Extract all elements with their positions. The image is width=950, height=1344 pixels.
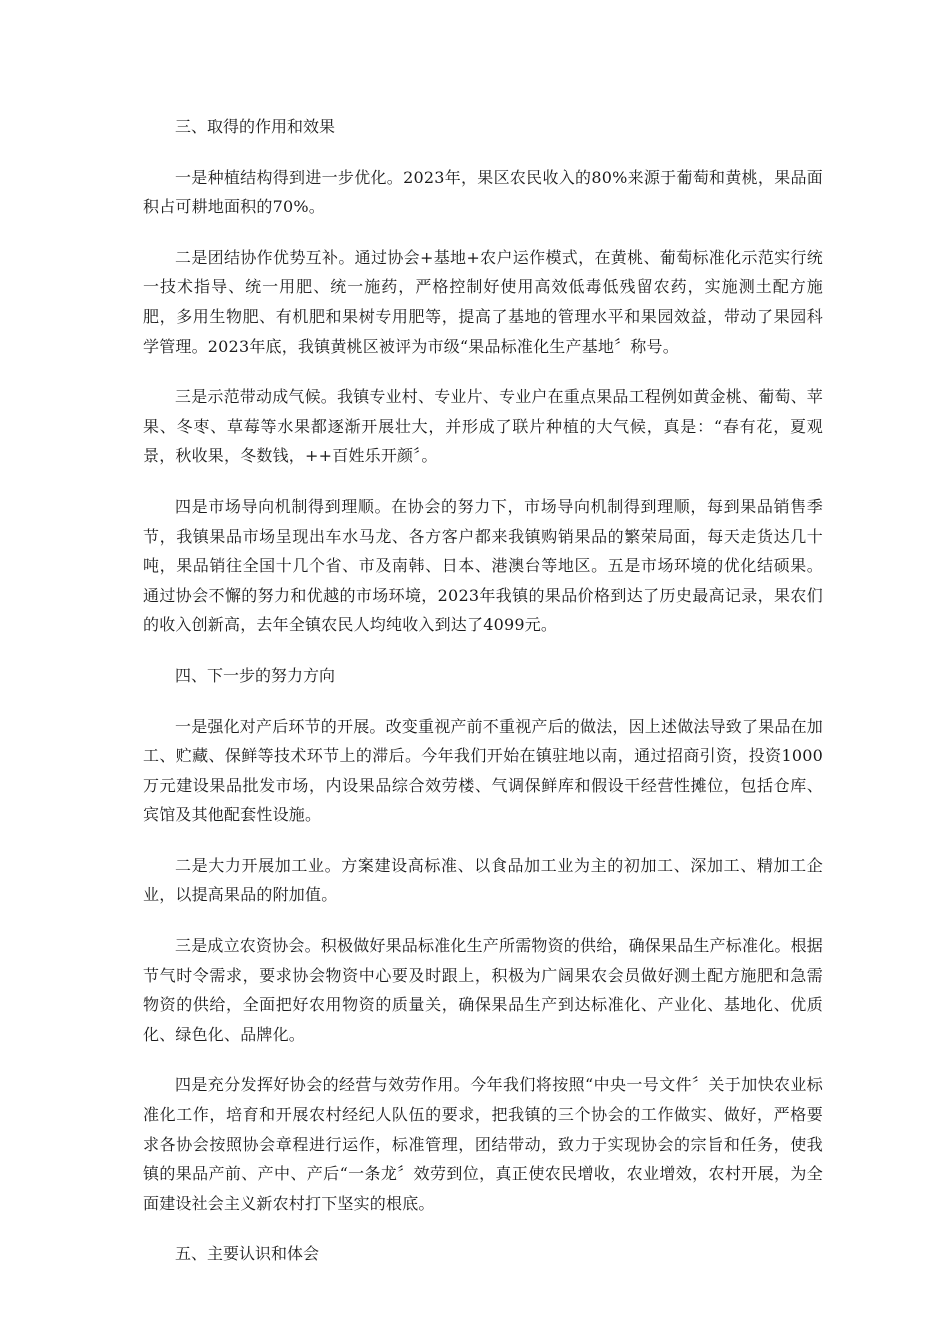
paragraph-demonstration: 三是示范带动成气候。我镇专业村、专业片、专业户在重点果品工程例如黄金桃、葡萄、苹果、冬枣、草莓等水果都逐渐开展壮大，并形成了联片种植的大气候，真是：“春有花，夏观景，秋收果，冬数钱，++百姓乐开颜〞。 xyxy=(143,387,824,466)
paragraph-cooperation: 二是团结协作优势互补。通过协会+基地+农户运作模式，在黄桃、葡萄标准化示范实行统一技术指导、统一用肥、统一施药，严格控制好使用高效低毒低残留农药，实施测土配方施肥，多用生物肥、有机肥和果树专用肥等，提高了基地的管理水平和果园效益，带动了果园科学管理。2023年底，我镇黄桃区被评为市级“果品标准化生产基地〞称号。 xyxy=(143,247,823,356)
paragraph-association-role: 四是充分发挥好协会的经营与效劳作用。今年我们将按照“中央一号文件〞关于加快农业标准化工作，培育和开展农村经纪人队伍的要求，把我镇的三个协会的工作做实、做好，严格要求各协会按照协会章程进行运作，标准管理，团结带动，致力于实现协会的宗旨和任务，使我镇的果品产前、产中、产后“一条龙〞效劳到位，真正使农民增收，农业增效，农村开展，为全面建设社会主义新农村打下坚实的根底。 xyxy=(143,1075,823,1213)
paragraph-processing-industry: 二是大力开展加工业。方案建设高标准、以食品加工业为主的初加工、深加工、精加工企业，以提高果品的附加值。 xyxy=(143,855,823,905)
paragraph-agri-supplies: 三是成立农资协会。积极做好果品标准化生产所需物资的供给，确保果品生产标准化。根据节气时令需求，要求协会物资中心要及时跟上，积极为广阔果农会员做好测土配方施肥和急需物资的供给，全面把好农用物资的质量关，确保果品生产到达标准化、产业化、基地化、优质化、绿色化、品牌化。 xyxy=(143,936,824,1044)
paragraph-structure-optimization: 一是种植结构得到进一步优化。2023年，果区农民收入的80%来源于葡萄和黄桃，果品面积占可耕地面积的70%。 xyxy=(143,167,823,217)
paragraph-post-production: 一是强化对产后环节的开展。改变重视产前不重视产后的做法，因上述做法导致了果品在加工、贮藏、保鲜等技术环节上的滞后。今年我们开始在镇驻地以南，通过招商引资，投资1000万元建设果品批发市场，内设果品综合效劳楼、气调保鲜库和假设干经营性摊位，包括仓库、宾馆及其他配套性设施。 xyxy=(143,716,824,825)
document-page xyxy=(143,112,823,1290)
section-heading-3: 三、取得的作用和效果 xyxy=(175,117,336,136)
section-heading-4: 四、下一步的努力方向 xyxy=(175,665,336,685)
paragraph-market-mechanism: 四是市场导向机制得到理顺。在协会的努力下，市场导向机制得到理顺，每到果品销售季节，我镇果品市场呈现出车水马龙、各方客户都来我镇购销果品的繁荣局面，每天走货达几十吨，果品销往全国十几个省、市及南韩、日本、港澳台等地区。五是市场环境的优化结硕果。通过协会不懈的努力和优越的市场环境，2023年我镇的果品价格到达了历史最高记录，果农们的收入创新高，去年全镇农民人均纯收入到达了4099元。 xyxy=(143,496,823,635)
section-heading-5: 五、主要认识和体会 xyxy=(175,1244,320,1264)
